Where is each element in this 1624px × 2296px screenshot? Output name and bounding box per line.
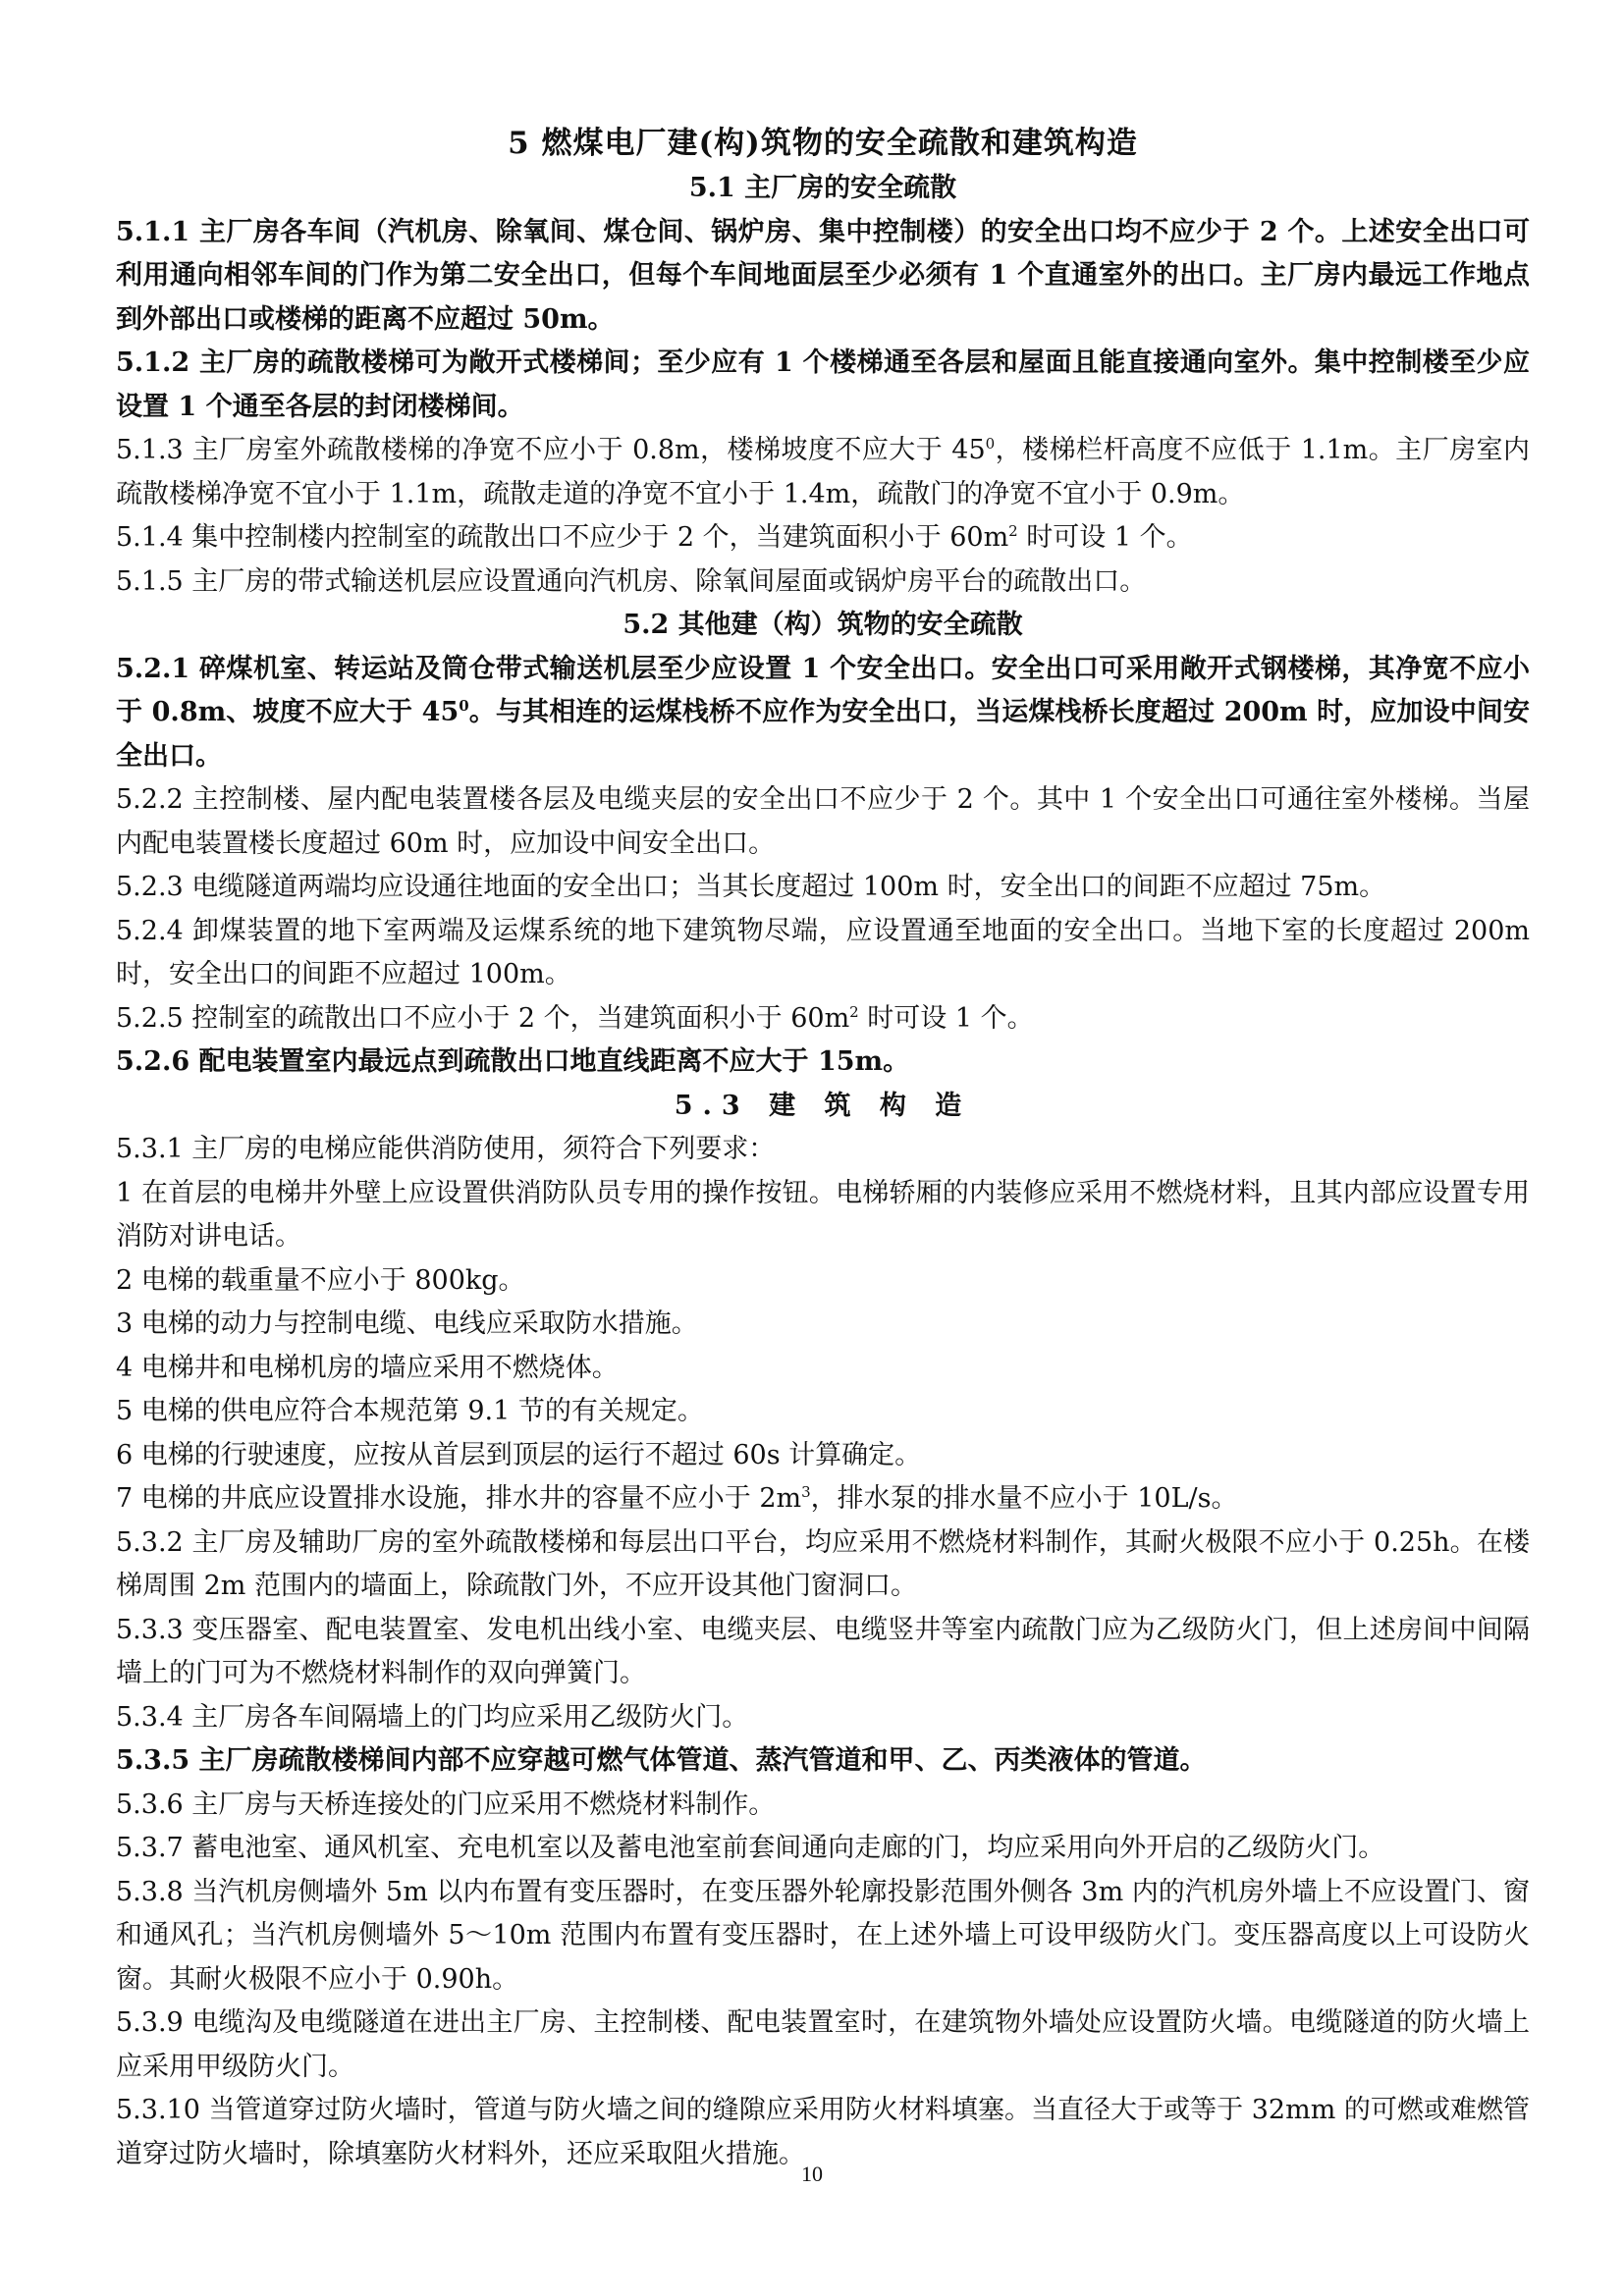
- clause-5-2-1: 5.2.1 碎煤机室、转运站及筒仓带式输送机层至少应设置 1 个安全出口。安全出口可采用敞开式钢楼梯，其净宽不应小于 0.8m、坡度不应大于 $45^0$。与其相连的运煤栈桥不应作为安全出口，当运煤栈桥长度超过 200m 时，应加设中间安全出口。: [116, 653, 1530, 772]
- document-page: [116, 120, 1530, 2176]
- section-5-1-heading: 5.1 主厂房的安全疏散: [688, 173, 957, 203]
- clause-5-3-9: 5.3.9 电缆沟及电缆隧道在进出主厂房、主控制楼、配电装置室时，在建筑物外墙处应设置防火墙。电缆隧道的防火墙上应采用甲级防火门。: [116, 2007, 1530, 2082]
- clause-5-2-3: 5.2.3 电缆隧道两端均应设通往地面的安全出口；当其长度超过 100m 时，安全出口的间距不应超过 75m。: [116, 872, 1386, 902]
- clause-5-3-1: 5.3.1 主厂房的电梯应能供消防使用，须符合下列要求：: [116, 1134, 776, 1164]
- clause-5-3-3: 5.3.3 变压器室、配电装置室、发电机出线小室、电缆夹层、电缆竖井等室内疏散门应为乙级防火门，但上述房间中间隔墙上的门可为不燃烧材料制作的双向弹簧门。: [116, 1614, 1530, 1688]
- clause-5-2-4: 5.2.4 卸煤装置的地下室两端及运煤系统的地下建筑物尽端，应设置通至地面的安全出口。当地下室的长度超过 200m 时，安全出口的间距不应超过 100m。: [116, 915, 1530, 989]
- clause-5-1-5: 5.1.5 主厂房的带式输送机层应设置通向汽机房、除氧间屋面或锅炉房平台的疏散出口。: [116, 565, 1147, 597]
- list-item-6: 6 电梯的行驶速度，应按从首层到顶层的运行不超过 60s 计算确定。: [116, 1439, 922, 1470]
- clause-5-3-6: 5.3.6 主厂房与天桥连接处的门应采用不燃烧材料制作。: [116, 1789, 776, 1820]
- clause-5-1-2: 5.1.2 主厂房的疏散楼梯可为敞开式楼梯间；至少应有 1 个楼梯通至各层和屋面且能直接通向室外。集中控制楼至少应设置 1 个通至各层的封闭楼梯间。: [116, 347, 1530, 422]
- clause-5-3-8: 5.3.8 当汽机房侧墙外 5m 以内布置有变压器时，在变压器外轮廓投影范围外侧各 3m 内的汽机房外墙上不应设置门、窗和通风孔；当汽机房侧墙外 5～10m 范围内布置有变压器时，在上述外墙上可设甲级防火门。变压器高度以上可设防火窗。其耐火极限不应小于 0.90h。: [116, 1876, 1530, 1995]
- section-5-2-heading: 5.2 其他建（构）筑物的安全疏散: [623, 610, 1023, 640]
- section-5-3-heading: 5.3 建 筑 构 造: [674, 1090, 972, 1121]
- clause-5-1-4: 5.1.4 集中控制楼内控制室的疏散出口不应少于 2 个，当建筑面积小于 $60m^2$ 时可设 1 个。: [116, 522, 1193, 553]
- clause-5-2-6: 5.2.6 配电装置室内最远点到疏散出口地直线距离不应大于 15m。: [116, 1046, 910, 1077]
- clause-5-3-4: 5.3.4 主厂房各车间隔墙上的门均应采用乙级防火门。: [116, 1701, 749, 1733]
- clause-5-1-1: 5.1.1 主厂房各车间（汽机房、除氧间、煤仓间、锅炉房、集中控制楼）的安全出口均不应少于 2 个。上述安全出口可利用通向相邻车间的门作为第二安全出口，但每个车间地面层至少必须有 1 个直通室外的出口。主厂房内最远工作地点到外部出口或楼梯的距离不应超过 50m。: [116, 216, 1530, 335]
- list-item-4: 4 电梯井和电梯机房的墙应采用不燃烧体。: [116, 1352, 619, 1383]
- list-item-7: 7 电梯的井底应设置排水设施，排水井的容量不应小于 $2m^3$，排水泵的排水量不应小于 10L/s。: [116, 1483, 1238, 1514]
- clause-5-1-3: 5.1.3 主厂房室外疏散楼梯的净宽不应小于 0.8m，楼梯坡度不应大于 $45^0$，楼梯栏杆高度不应低于 1.1m。主厂房室内疏散楼梯净宽不宜小于 1.1m，疏散走道的净宽不宜小于 1.4m，疏散门的净宽不宜小于 0.9m。: [116, 435, 1530, 509]
- page-number: 10: [801, 2162, 823, 2186]
- list-item-2: 2 电梯的载重量不应小于 800kg。: [116, 1264, 525, 1296]
- list-item-1: 1 在首层的电梯井外壁上应设置供消防队员专用的操作按钮。电梯轿厢的内装修应采用不燃烧材料，且其内部应设置专用消防对讲电话。: [116, 1177, 1530, 1252]
- clause-5-2-2: 5.2.2 主控制楼、屋内配电装置楼各层及电缆夹层的安全出口不应少于 2 个。其中 1 个安全出口可通往室外楼梯。当屋内配电装置楼长度超过 60m 时，应加设中间安全出口。: [116, 784, 1530, 859]
- chapter-title: 5 燃煤电厂建(构)筑物的安全疏散和建筑构造: [508, 126, 1138, 161]
- clause-5-2-5: 5.2.5 控制室的疏散出口不应小于 2 个，当建筑面积小于 $60m^2$ 时可设 1 个。: [116, 1002, 1034, 1034]
- clause-5-3-7: 5.3.7 蓄电池室、通风机室、充电机室以及蓄电池室前套间通向走廊的门，均应采用向外开启的乙级防火门。: [116, 1833, 1385, 1863]
- list-item-5: 5 电梯的供电应符合本规范第 9.1 节的有关规定。: [116, 1396, 704, 1426]
- clause-5-3-2: 5.3.2 主厂房及辅助厂房的室外疏散楼梯和每层出口平台，均应采用不燃烧材料制作，其耐火极限不应小于 0.25h。在楼梯周围 2m 范围内的墙面上，除疏散门外，不应开设其他门窗洞口。: [116, 1526, 1530, 1601]
- clause-5-3-10: 5.3.10 当管道穿过防火墙时，管道与防火墙之间的缝隙应采用防火材料填塞。当直径大于或等于 32mm 的可燃或难燃管道穿过防火墙时，除填塞防火材料外，还应采取阻火措施。: [116, 2095, 1530, 2169]
- list-item-3: 3 电梯的动力与控制电缆、电线应采取防水措施。: [116, 1308, 698, 1339]
- clause-5-3-5: 5.3.5 主厂房疏散楼梯间内部不应穿越可燃气体管道、蒸汽管道和甲、乙、丙类液体的管道。: [116, 1745, 1207, 1776]
